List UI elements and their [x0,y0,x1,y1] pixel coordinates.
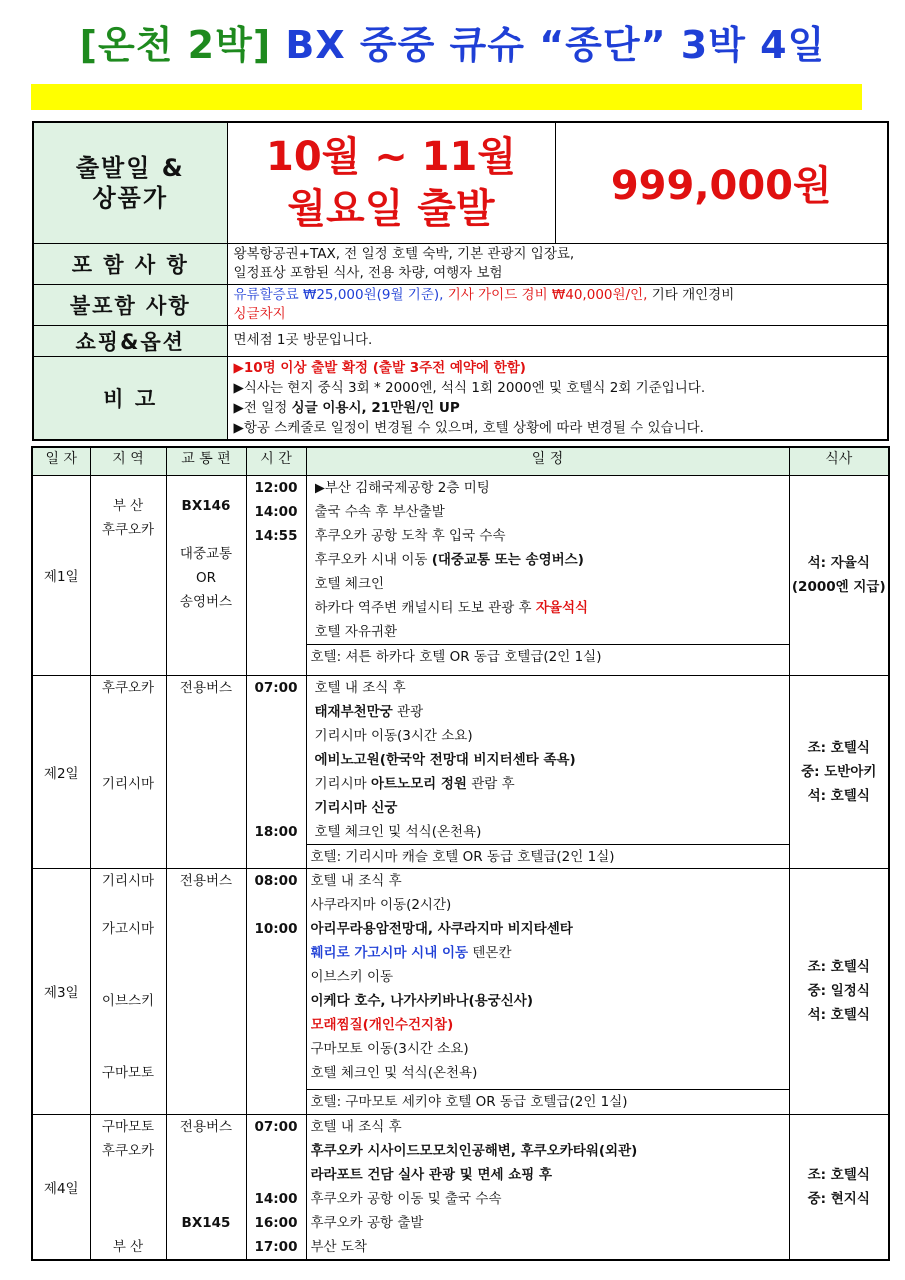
remarks-label: 비 고 [33,356,227,440]
excluded-label: 불포함 사항 [33,284,227,325]
itinerary-table [31,446,890,1261]
day-label: 제1일 [32,475,90,675]
day-row [32,868,889,1114]
day-schedule: ▶부산 김해국제공항 2층 미팅 출국 수속 후 부산출발 후쿠오카 공항 도착 후 입국 수속 후쿠오카 시내 이동 (대중교통 또는 송영버스) 호텔 체크인 하카다 역주변 캐널시티 도보 관광 후 자율석식 호텔 자유귀환 호텔: 셔튼 하카다 호텔 OR 동급 호텔급(2인 1실) [306,475,789,675]
day-schedule: 호텔 내 조식 후 태재부천만궁 관광 기리시마 이동(3시간 소요) 에비노고원(한국악 전망대 비지터센타 족욕) 기리시마 아트노모리 정원 관람 후 기리시마 신궁 호텔 체크인 및 석식(온천욕) 호텔: 기리시마 캐슬 호텔 OR 동급 호텔급(2인 1실) [306,675,789,868]
day-transport: 전용버스 [166,675,246,868]
day-label: 제3일 [32,868,90,1114]
summary-table [32,121,889,441]
col-transport: 교 통 편 [166,447,246,475]
day-regions: 후쿠오카 기리시마 [90,675,166,868]
day-transport: BX146 대중교통 OR 송영버스 [166,475,246,675]
title-main: BX 중중 큐슈 “종단” 3박 4일 [285,23,826,67]
day-regions: 구마모토 후쿠오카 부 산 [90,1114,166,1260]
day-schedule: 호텔 내 조식 후 사쿠라지마 이동(2시간) 아리무라용암전망대, 사쿠라지마 비지타센타 훼리로 가고시마 시내 이동 텐몬칸 이브스키 이동 이케다 호수, 나가사키바나(용궁신사) 모래찜질(개인수건지참) 구마모토 이동(3시간 소요) 호텔 체크인 및 석식(온천욕) 호텔: 구마모토 세키야 호텔 OR 동급 호텔급(2인 1실) [306,868,789,1114]
highlight-bar [31,84,862,110]
col-time: 시 간 [246,447,306,475]
hotel-info: 호텔: 셔튼 하카다 호텔 OR 동급 호텔급(2인 1실) [307,644,789,668]
departure-dates: 10월 ~ 11월 월요일 출발 [227,122,555,243]
day-row [32,675,889,868]
day-times: 07:00 18:00 [246,675,306,868]
day-row [32,1114,889,1260]
page-title [0,14,905,69]
product-price: 999,000원 [555,122,888,243]
remarks-text: ▶10명 이상 출발 확정 (출발 3주전 예약에 한함) ▶식사는 현지 중식 3회 * 2000엔, 석식 1회 2000엔 및 호텔식 2회 기준입니다. ▶전 일정 싱글 이용시, 21만원/인 UP ▶항공 스케줄로 일정이 변경될 수 있으며, 호텔 상황에 따라 변경될 수 있습니다. [227,356,888,440]
shopping-text: 면세점 1곳 방문입니다. [227,325,888,356]
day-transport: 전용버스 [166,868,246,1114]
day-times: 07:00 14:00 16:00 17:00 [246,1114,306,1260]
col-meal: 식사 [789,447,889,475]
hotel-info: 호텔: 기리시마 캐슬 호텔 OR 동급 호텔급(2인 1실) [307,844,789,868]
day-label: 제4일 [32,1114,90,1260]
shopping-label: 쇼핑&옵션 [33,325,227,356]
day-meals: 조: 호텔식 중: 도반아키 석: 호텔식 [789,675,889,868]
day-row [32,475,889,675]
included-text: 왕복항공권+TAX, 전 일정 호텔 숙박, 기본 관광지 입장료, 일정표상 포함된 식사, 전용 차량, 여행자 보험 [227,243,888,284]
col-schedule: 일 정 [306,447,789,475]
day-meals: 조: 호텔식 중: 일정식 석: 호텔식 [789,868,889,1114]
day-transport: 전용버스 BX145 [166,1114,246,1260]
day-meals: 조: 호텔식 중: 현지식 [789,1114,889,1260]
hotel-info: 호텔: 구마모토 세키야 호텔 OR 동급 호텔급(2인 1실) [307,1089,789,1113]
included-label: 포 함 사 항 [33,243,227,284]
excluded-text: 유류할증료 ₩25,000원(9월 기준), 기사 가이드 경비 ₩40,000원/인, 기타 개인경비 싱글차지 [227,284,888,325]
day-regions: 기리시마 가고시마 이브스키 구마모토 [90,868,166,1114]
col-day: 일 자 [32,447,90,475]
col-region: 지 역 [90,447,166,475]
title-prefix: [온천 2박] [79,23,272,67]
day-label: 제2일 [32,675,90,868]
day-times: 08:00 10:00 [246,868,306,1114]
day-times: 12:00 14:00 14:55 [246,475,306,675]
day-regions: 부 산 후쿠오카 [90,475,166,675]
day-meals: 석: 자율식 (2000엔 지급) [789,475,889,675]
day-schedule: 호텔 내 조식 후 후쿠오카 시사이드모모치인공해변, 후쿠오카타워(외관) 라라포트 건담 실사 관광 및 면세 쇼핑 후 후쿠오카 공항 이동 및 출국 수속 후쿠오카 공항 출발 부산 도착 [306,1114,789,1260]
departure-label: 출발일 & 상품가 [33,122,227,243]
